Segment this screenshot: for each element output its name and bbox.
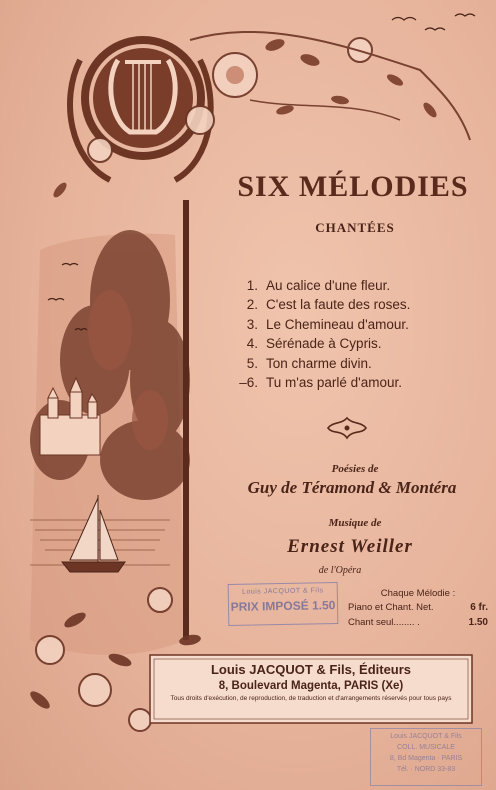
composer-name: Ernest Weiller	[287, 536, 413, 557]
composer-note: de l'Opéra	[318, 565, 362, 576]
price-stamp: Louis JACQUOT & Fils PRIX IMPOSÉ 1.50	[228, 582, 339, 626]
publisher-name: Louis JACQUOT & Fils, Éditeurs	[210, 662, 412, 677]
price-header: Chaque Mélodie :	[380, 588, 456, 599]
list-item: 5. Ton charme divin.	[246, 355, 372, 371]
publisher-block	[150, 655, 472, 723]
publisher-address: 8, Boulevard Magenta, PARIS (Xe)	[218, 680, 404, 692]
list-item: 1. Au calice d'une fleur.	[246, 278, 391, 293]
subtitle: CHANTÉES	[315, 220, 395, 235]
rights-notice: Tous droits d'exécution, de reproduction, de traduction et d'arrangements réservés pour tous pays	[170, 695, 452, 702]
list-item: 4. Sérénade à Cypris.	[246, 336, 382, 352]
price-list	[348, 588, 488, 632]
ornament-icon	[322, 414, 372, 444]
list-item: –6. Tu m'as parlé d'amour.	[239, 374, 402, 390]
price-row: Piano et Chant. Net. 6 fr.	[348, 602, 488, 613]
price-row: Chant seul........ . 1.50	[348, 617, 488, 628]
shop-stamp: Louis JACQUOT & Fils COLL. MUSICALE 8, Bd Magenta · PARIS Tél. · NORD 33-83	[370, 728, 482, 786]
musique-label: Musique de	[328, 517, 382, 529]
poesies-label: Poésies de	[331, 463, 379, 475]
list-item: 2. C'est la faute des roses.	[246, 297, 411, 313]
poets-name: Guy de Téramond & Montéra	[247, 478, 457, 497]
list-item: 3. Le Chemineau d'amour.	[246, 316, 409, 332]
page-title: SIX MÉLODIES	[237, 170, 469, 203]
song-list	[222, 276, 492, 392]
